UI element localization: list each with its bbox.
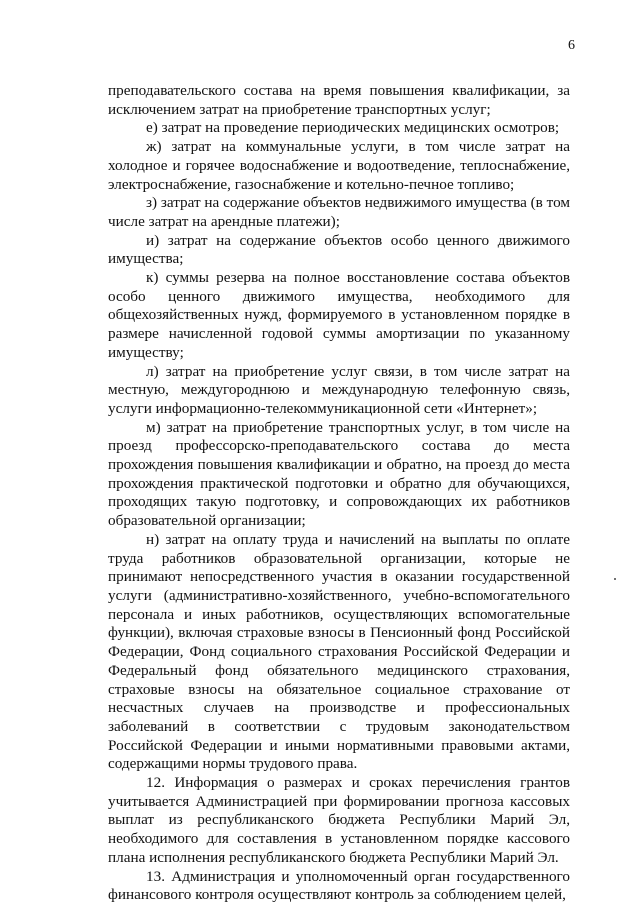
paragraph-clause-13: 13. Администрация и уполномоченный орган государственного финансового контроля осуществляют контроль за соблюдением целей, — [108, 867, 570, 904]
paragraph-continuation: преподавательского состава на время повышения квалификации, за исключением затрат на приобретение транспортных услуг; — [108, 82, 570, 118]
paragraph-item-e: е) затрат на проведение периодических медицинских осмотров; — [146, 119, 560, 137]
document-body — [108, 82, 570, 905]
paragraph-item-m: м) затрат на приобретение транспортных услуг, в том числе на проезд профессорско-преподавательского состава до места прохождения повышения квалификации и обратно, на проезд до места прохождения практической подготовки и обратно для обучающихся, проходящих такую подготовку, и сопровождающих их работников образовательной организации; — [108, 418, 570, 530]
paragraph-item-l: л) затрат на приобретение услуг связи, в том числе затрат на местную, междугороднюю и международную телефонную связь, услуги информационно-телекоммуникационной сети «Интернет»; — [108, 362, 570, 417]
paragraph-item-z: з) затрат на содержание объектов недвижимого имущества (в том числе затрат на арендные платежи); — [108, 194, 570, 230]
paragraph-item-k: к) суммы резерва на полное восстановление состава объектов особо ценного движимого имущества, необходимого для общехозяйственных нужд, формируемого в установленном порядке в размере начисленной годовой суммы амортизации по указанному имуществу; — [108, 269, 570, 361]
paragraph-item-i: и) затрат на содержание объектов особо ценного движимого имущества; — [108, 231, 570, 268]
paragraph-clause-12: 12. Информация о размерах и сроках перечисления грантов учитывается Администрацией при формировании прогноза кассовых выплат из республиканского бюджета Республики Марий Эл, необходимого для составления в установленном порядке кассового плана исполнения республиканского бюджета Республики Марий Эл. — [108, 774, 570, 866]
paragraph-item-n: н) затрат на оплату труда и начислений на выплаты по оплате труда работников образовательной организации, которые не принимают непосредственного участия в оказании государственной услуги (административно-хозяйственного, учебно-вспомогательного персонала и иных работников, осуществляющих вспомогательные функции), включая страховые взносы в Пенсионный фонд Российской Федерации, Фонд социального страхования Российской Федерации и Федеральный фонд обязательного медицинского страхования, страховые взносы на обязательное социальное страхование от несчастных случаев на производстве и профессиональных заболеваний в соответствии с трудовым законодательством Российской Федерации и иными нормативными правовыми актами, содержащими нормы трудового права. — [108, 530, 570, 773]
paragraph-item-zh: ж) затрат на коммунальные услуги, в том числе затрат на холодное и горячее водоснабжение и водоотведение, теплоснабжение, электроснабжение, газоснабжение и котельно-печное топливо; — [108, 138, 570, 193]
page-number: 6 — [568, 38, 575, 53]
scan-speck — [614, 578, 616, 580]
